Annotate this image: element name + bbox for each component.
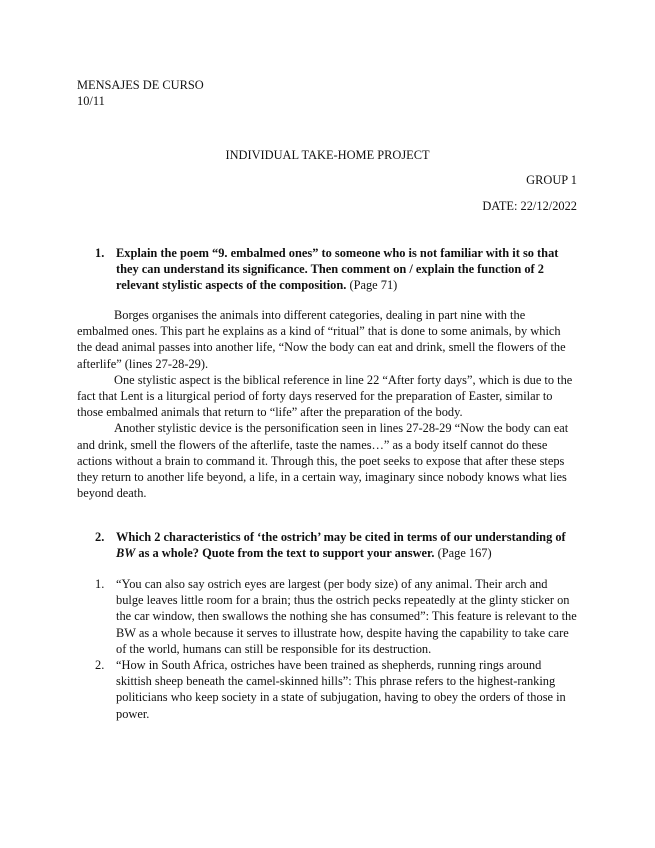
- question-2-page-ref: (Page 167): [437, 546, 492, 561]
- answer-1-paragraph: Another stylistic device is the personification seen in lines 27-28-29 “Now the body can eat and drink, smell the flowers of the afterlife, taste the names…” as a body itself cannot do these actions without a brain to command it. Through this, the poet seeks to expose that after these steps they return to another life beyond, a life, in a certain way, imaginary since nobody knows what lies beyond death.: [77, 421, 569, 501]
- list-item-number: 2.: [95, 658, 105, 673]
- question-2-text-italic: BW: [116, 546, 136, 561]
- question-2-text-block: [116, 529, 577, 561]
- list-item-text: “You can also say ostrich eyes are largest (per body size) of any animal. Their arch and bulge leaves little room for a brain; thus the ostrich pecks repeatedly at the glinty sticker on the car window, then swallows the nothing she has consumed”: This feature is relevant to the BW as a whole because it serves to illustrate how, despite having the capability to take care of the world, humans can still be responsible for its destruction.: [116, 577, 577, 656]
- answer-1: [77, 307, 577, 501]
- answer-1-paragraph: One stylistic aspect is the biblical reference in line 22 “After forty days”, which is due to the fact that Lent is a liturgical period of forty days reserved for the preparation of Easter, similar to those embalmed animals that return to “life” after the preparation of the body.: [77, 372, 573, 420]
- question-1-text-block: [116, 245, 577, 294]
- project-title: INDIVIDUAL TAKE-HOME PROJECT: [225, 148, 430, 162]
- course-name: MENSAJES DE CURSO: [77, 78, 204, 92]
- list-item-text: “How in South Africa, ostriches have been trained as shepherds, running rings around skittish sheep beneath the camel-skinned hills”: This phrase refers to the highest-ranking politicians who keep society in a state of subjugation, having to obey the orders of those in power.: [116, 658, 566, 721]
- question-2-text-part2: as a whole? Quote from the text to support your answer.: [135, 546, 435, 561]
- answer-1-paragraph: Borges organises the animals into different categories, dealing in part nine with the embalmed ones. This part he explains as a kind of “ritual” that is done to some animals, by which the dead animal passes into another life, “Now the body can eat and drink, smell the flowers of the afterlife” (lines 27-28-29).: [77, 308, 566, 371]
- question-2: [95, 529, 577, 561]
- question-1: [95, 245, 577, 294]
- question-1-page-ref: (Page 71): [349, 278, 398, 293]
- course-header: [77, 77, 204, 109]
- list-item: [95, 576, 577, 657]
- list-item-number: 1.: [95, 577, 105, 591]
- course-group-code: 10/11: [77, 94, 105, 108]
- group-label: GROUP 1: [526, 173, 577, 187]
- question-2-number: 2.: [95, 530, 105, 544]
- question-1-number: 1.: [95, 246, 105, 260]
- answer-2-list: [95, 576, 577, 722]
- question-1-text: Explain the poem “9. embalmed ones” to someone who is not familiar with it so that they can understand its significance. Then comment on / explain the function of 2 relevant stylistic aspects of the composition.: [116, 246, 559, 293]
- date-label: DATE: 22/12/2022: [482, 199, 577, 213]
- question-2-text-part1: Which 2 characteristics of ‘the ostrich’ may be cited in terms of our understanding of: [116, 530, 566, 544]
- list-item: [95, 657, 577, 722]
